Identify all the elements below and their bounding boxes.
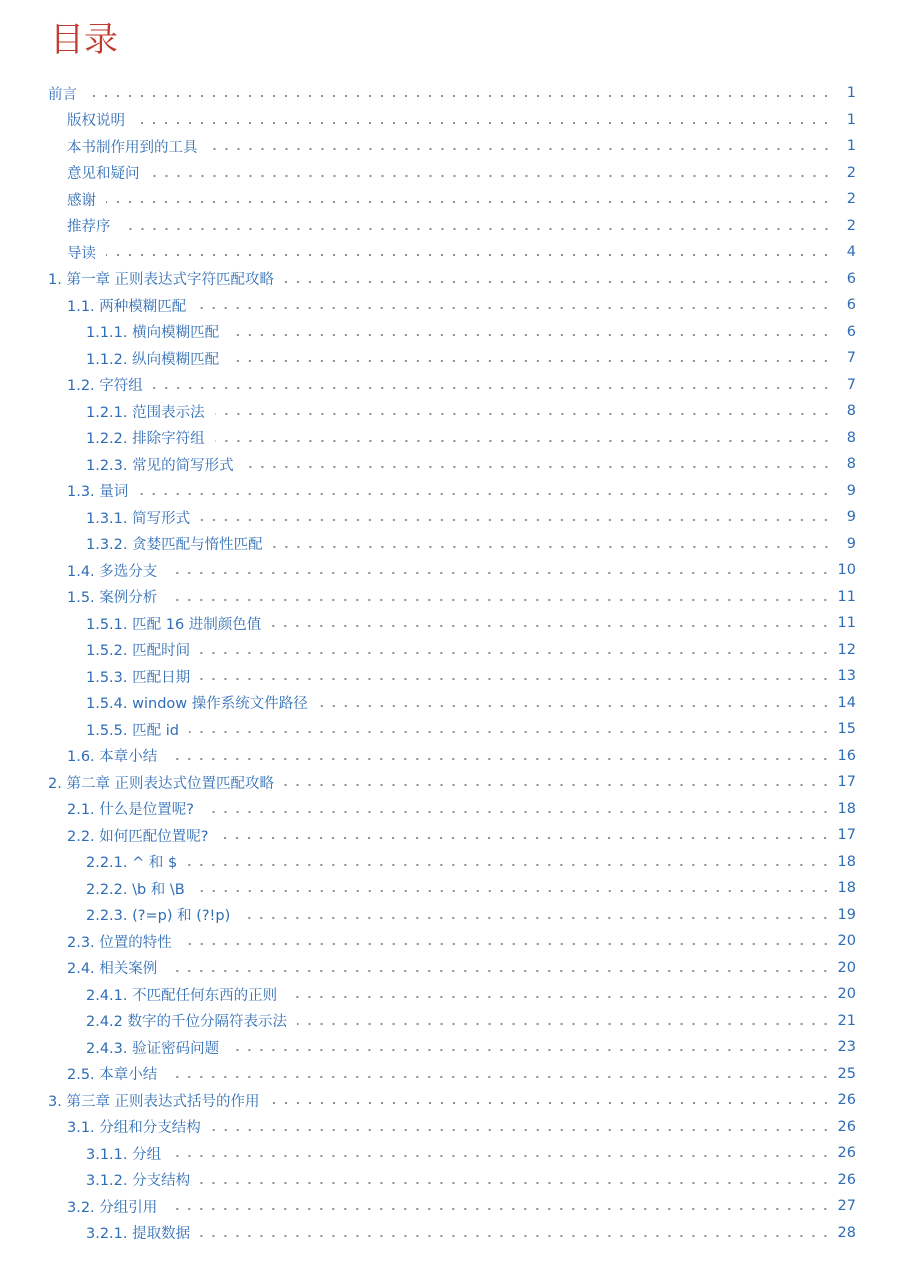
toc-entry-label: 2.3. 位置的特性 [67,934,172,951]
dot-leader [182,943,832,945]
toc-entry-label: 1.3.2. 贪婪匹配与惰性匹配 [86,537,263,553]
toc-entry[interactable] [67,1061,856,1087]
toc-entry[interactable] [67,372,856,398]
toc-entry-label: 2.2.1. ^ 和 $ [86,855,178,871]
toc-entry-page-number: 4 [846,244,856,260]
toc-entry[interactable] [86,319,856,345]
dot-leader [284,784,831,786]
toc-entry-label: 2.2. 如何匹配位置呢? [67,828,209,845]
toc-entry-page-number: 26 [837,1092,856,1108]
toc-entry[interactable] [67,133,856,159]
toc-entry-label: 2.4.3. 验证密码问题 [86,1040,220,1057]
toc-entry-page-number: 1 [846,138,856,154]
toc-entry[interactable] [86,690,856,716]
toc-entry[interactable] [67,955,856,981]
toc-entry-page-number: 15 [837,721,856,737]
toc-entry-page-number: 18 [837,853,856,870]
dot-leader [106,254,832,256]
dot-leader [200,1182,831,1184]
toc-entry-label: 1.2.2. 排除字符组 [86,431,205,447]
dot-leader [135,122,832,124]
dot-leader [229,334,832,336]
toc-entry-label: 3.1.2. 分支结构 [86,1173,191,1189]
toc-entry-page-number: 23 [837,1039,856,1055]
toc-entry-page-number: 26 [837,1118,856,1135]
dot-leader [229,1049,831,1051]
toc-entry-label: 1.5. 案例分析 [67,590,158,606]
page-title: 目录 [50,20,118,60]
toc-entry[interactable] [86,451,856,477]
toc-entry-label: 1.5.5. 匹配 id [86,722,179,739]
toc-entry-page-number: 13 [837,668,856,684]
toc-entry-label: 1.5.2. 匹配时间 [86,643,191,659]
toc-entry-label: 1.1.1. 横向模糊匹配 [86,325,220,341]
toc-entry-label: 2. 第二章 正则表达式位置匹配攻略 [48,775,275,792]
toc-entry-page-number: 6 [846,323,856,340]
toc-entry[interactable] [48,80,856,106]
toc-entry-page-number: 26 [837,1171,856,1188]
toc-entry[interactable] [67,822,856,848]
toc-entry-page-number: 1 [846,85,856,101]
toc-entry[interactable] [86,1008,856,1034]
dot-leader [196,307,832,309]
toc-entry[interactable] [48,769,856,795]
toc-entry-label: 1.2.1. 范围表示法 [86,404,205,421]
toc-entry[interactable] [86,981,856,1007]
toc-entry[interactable] [67,478,856,504]
toc-entry-page-number: 21 [837,1012,856,1029]
toc-entry[interactable] [67,107,856,133]
toc-entry-page-number: 25 [837,1065,856,1082]
toc-entry-label: 1.6. 本章小结 [67,749,158,765]
toc-entry-label: 感谢 [67,192,96,209]
toc-entry-page-number: 20 [837,986,856,1002]
toc-entry[interactable] [67,239,856,265]
toc-entry[interactable] [86,1034,856,1060]
dot-leader [150,175,833,177]
dot-leader [121,228,833,230]
toc-entry-label: 1. 第一章 正则表达式字符匹配攻略 [48,272,275,288]
toc-entry-label: 导读 [67,245,96,262]
toc-entry-page-number: 20 [837,933,856,949]
dot-leader [318,705,832,707]
toc-entry-label: 1.1.2. 纵向模糊匹配 [86,351,220,368]
dot-leader [167,758,831,760]
toc-entry-label: 1.2. 字符组 [67,378,143,394]
toc-entry-page-number: 1 [846,111,856,128]
toc-entry-label: 1.5.4. window 操作系统文件路径 [86,696,308,712]
toc-entry-label: 1.4. 多选分支 [67,563,158,580]
toc-entry-label: 意见和疑问 [67,166,140,182]
toc-entry-label: 2.4. 相关案例 [67,961,158,977]
toc-entry[interactable] [67,584,856,610]
toc-entry[interactable] [67,1193,856,1219]
toc-entry-label: 2.5. 本章小结 [67,1067,158,1083]
toc-entry[interactable] [67,160,856,186]
toc-entry-page-number: 8 [846,403,856,419]
toc-entry-label: 版权说明 [67,113,125,129]
toc-entry-label: 1.5.1. 匹配 16 进制颜色值 [86,616,262,633]
toc-entry-page-number: 7 [846,376,856,393]
toc-entry[interactable] [86,425,856,451]
dot-leader [287,996,831,998]
toc-entry[interactable] [67,213,856,239]
dot-leader [204,811,832,813]
toc-entry-page-number: 18 [837,880,856,896]
toc-entry[interactable] [67,928,856,954]
dot-leader [215,440,832,442]
toc-entry-page-number: 2 [846,217,856,234]
dot-leader [229,360,832,362]
toc-entry-page-number: 11 [837,588,856,605]
toc-entry[interactable] [86,1167,856,1193]
toc-entry[interactable] [67,186,856,212]
dot-leader [297,1023,832,1025]
dot-leader [200,678,831,680]
toc-entry-page-number: 20 [837,959,856,976]
toc-entry[interactable] [48,266,856,292]
dot-leader [138,493,832,495]
toc-entry-page-number: 11 [837,615,856,631]
dot-leader [167,599,831,601]
toc-entry-label: 2.1. 什么是位置呢? [67,802,194,818]
toc-entry[interactable] [86,849,856,875]
toc-entry-label: 3.2.1. 提取数据 [86,1226,191,1242]
toc-entry-page-number: 12 [837,641,856,658]
toc-entry-label: 3.1.1. 分组 [86,1146,162,1163]
toc-entry-page-number: 19 [837,906,856,923]
toc-entry[interactable] [86,504,856,530]
toc-entry[interactable] [48,1087,856,1113]
dot-leader [271,625,831,627]
toc-entry-page-number: 10 [837,562,856,578]
toc-entry[interactable] [67,743,856,769]
toc-entry-page-number: 8 [846,429,856,446]
toc-entry[interactable] [67,557,856,583]
dot-leader [215,413,832,415]
dot-leader [187,864,831,866]
toc-entry-page-number: 17 [837,774,856,790]
toc-entry-page-number: 9 [846,509,856,525]
toc-entry-label: 3.2. 分组引用 [67,1199,158,1216]
toc-entry-label: 推荐序 [67,219,111,235]
toc-entry-page-number: 8 [846,456,856,472]
toc-entry-page-number: 9 [846,482,856,499]
dot-leader [171,1155,831,1157]
dot-leader [200,1235,831,1237]
toc-entry-label: 1.5.3. 匹配日期 [86,669,191,686]
toc-entry-label: 本书制作用到的工具 [67,139,198,156]
toc-entry[interactable] [86,716,856,742]
toc-entry-page-number: 17 [837,827,856,843]
dot-leader [270,1102,832,1104]
toc-entry[interactable] [86,902,856,928]
dot-leader [167,1208,831,1210]
toc-entry-page-number: 26 [837,1145,856,1161]
dot-leader [106,201,832,203]
toc-entry-label: 2.4.1. 不匹配任何东西的正则 [86,987,278,1004]
toc-entry-page-number: 18 [837,800,856,817]
dot-leader [167,572,831,574]
toc-entry[interactable] [86,1140,856,1166]
toc-entry-label: 3. 第三章 正则表达式括号的作用 [48,1093,260,1110]
toc-entry-label: 1.1. 两种模糊匹配 [67,298,187,315]
dot-leader [240,917,831,919]
toc-entry[interactable] [67,292,856,318]
toc-entry-page-number: 6 [846,297,856,313]
dot-leader [208,148,833,150]
toc-entry-page-number: 9 [846,535,856,552]
toc-entry-page-number: 2 [846,164,856,181]
dot-leader [273,546,832,548]
toc-entry-page-number: 6 [846,270,856,287]
toc-entry-page-number: 2 [846,191,856,207]
dot-leader [218,837,831,839]
dot-leader [200,652,831,654]
dot-leader [211,1129,832,1131]
toc-entry[interactable] [86,875,856,901]
toc-entry[interactable] [86,610,856,636]
toc-entry[interactable] [86,345,856,371]
dot-leader [284,281,832,283]
toc-entry-page-number: 16 [837,747,856,764]
toc-entry-label: 2.2.3. (?=p) 和 (?!p) [86,908,231,924]
toc-entry-label: 1.3.1. 简写形式 [86,510,191,527]
toc-entry-label: 2.2.2. \b 和 \B [86,881,185,898]
toc-entry-page-number: 27 [837,1198,856,1214]
toc-entry[interactable] [67,796,856,822]
toc-entry[interactable] [86,398,856,424]
dot-leader [153,387,832,389]
toc-entry-label: 2.4.2 数字的千位分隔符表示法 [86,1014,288,1030]
toc-entry-page-number: 14 [837,694,856,711]
toc-entry-label: 3.1. 分组和分支结构 [67,1120,201,1136]
toc-entry[interactable] [86,637,856,663]
toc-entry[interactable] [86,663,856,689]
dot-leader [87,95,832,97]
dot-leader [200,519,832,521]
toc-entry-page-number: 7 [846,350,856,366]
toc-entry[interactable] [67,1114,856,1140]
dot-leader [189,731,832,733]
toc-entry[interactable] [86,531,856,557]
dot-leader [167,1076,831,1078]
toc-entry-page-number: 28 [837,1224,856,1241]
toc-entry-label: 1.2.3. 常见的简写形式 [86,457,234,474]
toc-entry-label: 前言 [48,86,77,103]
dot-leader [167,970,831,972]
dot-leader [195,890,832,892]
toc-entry-label: 1.3. 量词 [67,484,129,500]
dot-leader [244,466,832,468]
toc-entry[interactable] [86,1220,856,1246]
